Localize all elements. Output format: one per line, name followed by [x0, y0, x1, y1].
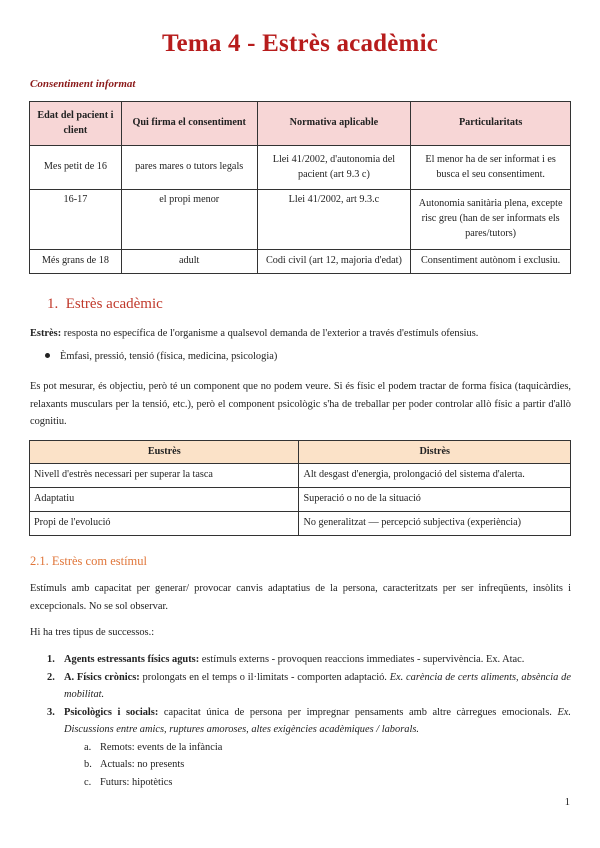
table-row	[30, 464, 571, 488]
table-cell: adult	[121, 250, 257, 274]
table-header-cell: Normativa aplicable	[257, 102, 411, 146]
table-cell: Codi civil (art 12, majoria d'edat)	[257, 250, 411, 274]
list-item-example: Ex. carència de certs aliments, absència de mobilitat.	[64, 671, 571, 700]
table-row	[30, 146, 571, 190]
ordered-list	[30, 651, 571, 791]
sublist-letter: c.	[84, 776, 92, 788]
table-header-cell: Distrès	[299, 441, 571, 464]
table-header-cell: Edat del pacient i client	[30, 102, 122, 146]
sublist-text: Remots: events de la infància	[100, 741, 223, 753]
table-cell: Llei 41/2002, art 9.3.c	[257, 190, 411, 250]
sublist-letter: a.	[84, 741, 92, 753]
list-number: 1.	[47, 654, 55, 665]
sublist-item	[30, 739, 571, 757]
table-cell: Més grans de 18	[30, 250, 122, 274]
definition-paragraph	[30, 325, 571, 343]
table-header-cell: Eustrès	[30, 441, 299, 464]
list-number: 3.	[47, 706, 55, 718]
section-title: Estrès acadèmic	[65, 296, 163, 312]
sublist-letter: b.	[84, 759, 92, 770]
eustress-distress-table	[29, 440, 571, 536]
table-row	[30, 488, 571, 512]
body-paragraph: Hi ha tres tipus de successos.:	[30, 627, 155, 638]
sublist-item	[30, 756, 571, 774]
table-cell: 16-17	[30, 190, 122, 250]
table-cell: Llei 41/2002, d'autonomia del pacient (art 9.3 c)	[257, 146, 411, 190]
list-item-text: estímuls externs - provoquen reaccions immediates - supervivència. Ex. Atac.	[199, 654, 525, 665]
sublist-text: Actuals: no presents	[100, 759, 185, 770]
table-cell: Propi de l'evolució	[30, 512, 299, 536]
definition-term: Estrès:	[30, 328, 62, 339]
page-title: Tema 4 - Estrès acadèmic	[161, 30, 439, 57]
sublist-item	[30, 774, 571, 792]
list-item-term: Psicològics i socials:	[64, 706, 159, 718]
list-number: 2.	[47, 671, 55, 683]
subsection-heading: 2.1. Estrès com estímul	[30, 554, 147, 568]
table-cell: No generalitzat — percepció subjectiva (experiència)	[299, 512, 571, 536]
list-item-example: Ex. Discussions entre amics, ruptures amoroses, altes exigències acadèmiques / laborals.	[64, 706, 571, 735]
table-cell: Consentiment autònom i exclusiu.	[411, 250, 571, 274]
table-cell: El menor ha de ser informat i es busca el seu consentiment.	[411, 146, 571, 190]
list-item-text: capacitat única de persona per impregnar pensaments amb altre càrregues emocionals.	[158, 706, 558, 718]
table-cell: Autonomia sanitària plena, excepte risc greu (han de ser informats els pares/tutors)	[411, 190, 571, 250]
table-cell: Adaptatiu	[30, 488, 299, 512]
section-number: 1.	[47, 296, 59, 312]
table-cell: Alt desgast d'energia, prolongació del sistema d'alerta.	[299, 464, 571, 488]
table-header-cell: Qui firma el consentiment	[121, 102, 257, 146]
table-header-cell: Particularitats	[411, 102, 571, 146]
consent-label: Consentiment informat	[30, 78, 136, 90]
table-header-row	[30, 441, 571, 464]
section-heading	[47, 296, 163, 313]
definition-text: resposta no específica de l'organisme a qualsevol demanda de l'exterior a través d'estímuls ofensius.	[61, 328, 479, 339]
table-cell: el propi menor	[121, 190, 257, 250]
sublist-text: Futurs: hipotètics	[100, 776, 173, 788]
list-item-text: prolongats en el temps o il·limitats - comporten adaptació.	[139, 671, 390, 683]
consent-table	[29, 101, 571, 274]
list-item	[30, 704, 571, 739]
table-row	[30, 512, 571, 536]
body-paragraph: Estímuls amb capacitat per generar/ provocar canvis adaptatius de la persona, caracteritzats per ser infreqüents, insòlits i excepcionals. No se sol observar.	[30, 583, 571, 612]
table-cell: Mes petit de 16	[30, 146, 122, 190]
table-cell: pares mares o tutors legals	[121, 146, 257, 190]
list-item	[30, 651, 571, 669]
table-cell: Superació o no de la situació	[299, 488, 571, 512]
bullet-icon	[45, 353, 50, 358]
list-item	[30, 669, 571, 704]
table-header-row	[30, 102, 571, 146]
list-item-term: Agents estressants físics aguts:	[64, 654, 200, 665]
page-number: 1	[564, 797, 570, 808]
table-row	[30, 190, 571, 250]
body-paragraph: Es pot mesurar, és objectiu, però té un component que no podem veure. Si és físic el podem tractar de forma física (taquicàrdies, relaxants musculars per la tensió, etc.), però el component psicològic s'ha de treballar per poder controlar allò físic a partir d'allò cognitiu.	[30, 381, 571, 427]
list-item-term: A. Físics crònics:	[64, 671, 140, 683]
bullet-text: Èmfasi, pressió, tensió (física, medicina, psicologia)	[60, 351, 278, 362]
table-row	[30, 250, 571, 274]
table-cell: Nivell d'estrès necessari per superar la tasca	[30, 464, 299, 488]
bullet-item	[45, 351, 277, 362]
